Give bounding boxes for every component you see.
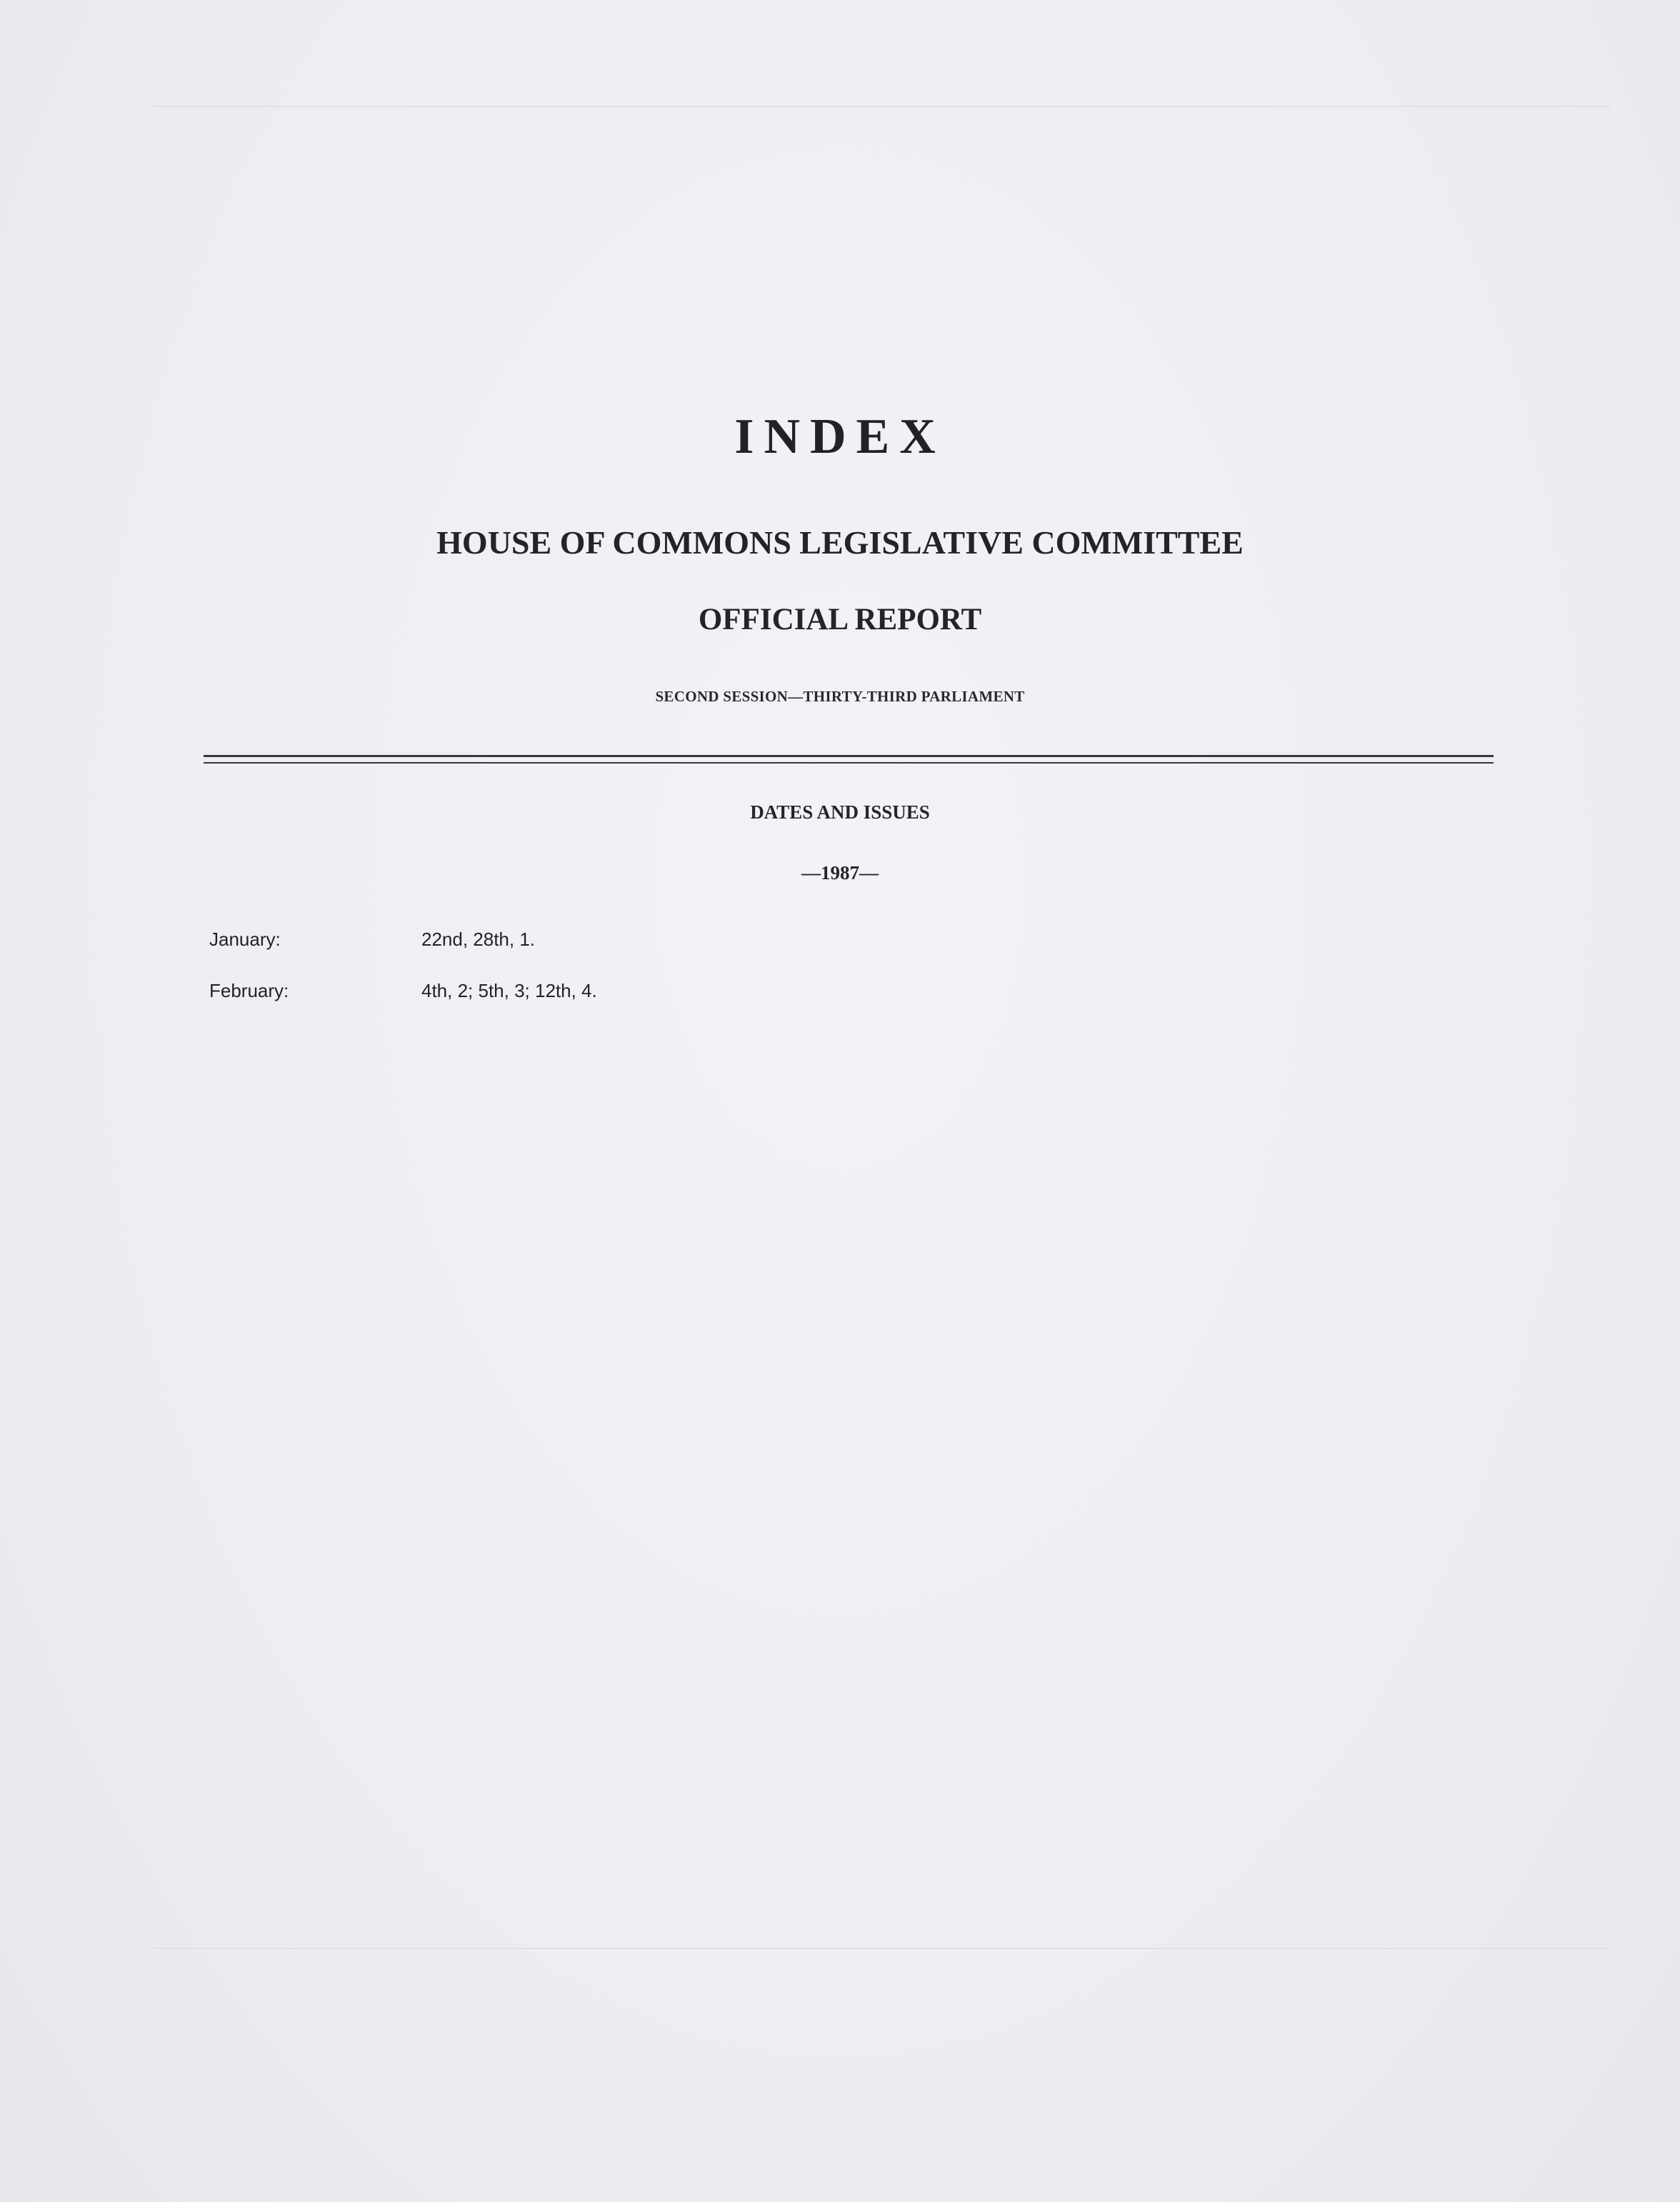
- show-through-rule: [154, 106, 1611, 107]
- issue-list: 4th, 2; 5th, 3; 12th, 4.: [421, 980, 597, 1001]
- rule-line: [204, 762, 1494, 764]
- issue-list: 22nd, 28th, 1.: [421, 929, 536, 950]
- dates-heading: DATES AND ISSUES: [750, 801, 930, 823]
- year-label: —1987—: [801, 862, 879, 884]
- report-heading: OFFICIAL REPORT: [698, 603, 982, 636]
- committee-heading: HOUSE OF COMMONS LEGISLATIVE COMMITTEE: [436, 524, 1244, 561]
- month-label: January:: [209, 929, 281, 950]
- index-title: INDEX: [734, 409, 946, 464]
- double-rule-divider: [204, 755, 1494, 765]
- session-heading: SECOND SESSION—THIRTY-THIRD PARLIAMENT: [655, 688, 1025, 705]
- month-label: February:: [209, 980, 289, 1001]
- show-through-rule: [154, 1948, 1611, 1949]
- rule-line: [204, 755, 1494, 757]
